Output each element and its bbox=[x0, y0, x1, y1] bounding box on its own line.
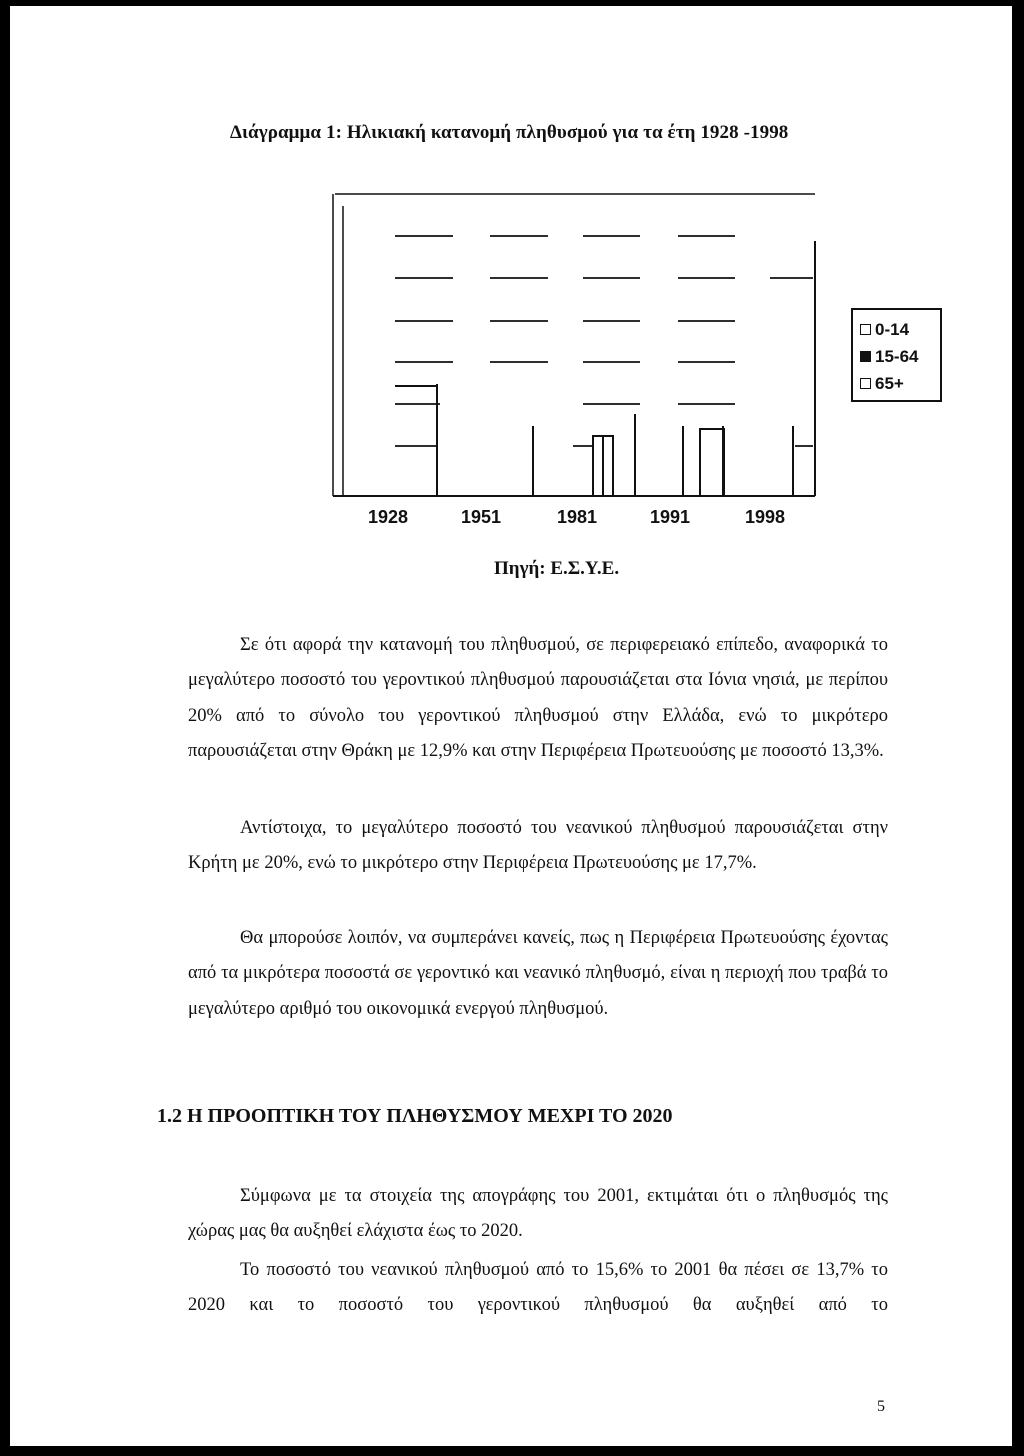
gridlines bbox=[395, 236, 813, 446]
bar-group-1981 bbox=[533, 414, 635, 496]
x-tick-1998: 1998 bbox=[745, 507, 786, 527]
age-distribution-chart bbox=[315, 186, 825, 531]
chart-source: Πηγή: Ε.Σ.Υ.Ε. bbox=[494, 558, 620, 579]
legend-item-0-14 bbox=[853, 316, 940, 343]
legend-swatch-0-14 bbox=[860, 324, 871, 335]
x-tick-1951: 1951 bbox=[461, 507, 502, 527]
legend-swatch-65plus bbox=[860, 378, 871, 389]
paragraph-3-text: Θα μπορούσε λοιπόν, να συμπεράνει κανείς, πως η Περιφέρεια Πρωτευούσης έχοντας από τα μικρότερα ποσοστά σε γεροντικό και νεανικό πληθυσμό, είναι η περιοχή που τραβά το μεγαλύτερο αριθμό του οικονομικά ενεργού πληθυσμού. bbox=[188, 928, 888, 1019]
page-number: 5 bbox=[877, 1398, 885, 1415]
paragraph-2-text: Αντίστοιχα, το μεγαλύτερο ποσοστό του νεανικού πληθυσμού παρουσιάζεται στην Κρήτη με 20%, ενώ το μικρότερο στην Περιφέρεια Πρωτευούσης με 17,7%. bbox=[188, 818, 888, 874]
x-tick-1928: 1928 bbox=[368, 507, 409, 527]
x-tick-1991: 1991 bbox=[650, 507, 691, 527]
paragraph-5-text: Το ποσοστό του νεανικού πληθυσμού από το 15,6% το 2001 θα πέσει σε 13,7% το 2020 και το ποσοστό του γεροντικού πληθυσμού θα αυξηθεί από το bbox=[188, 1260, 888, 1316]
legend-label-65plus: 65+ bbox=[875, 373, 904, 393]
document-page bbox=[10, 6, 1012, 1446]
section-heading: 1.2 Η ΠΡΟΟΠΤΙΚΗ ΤΟΥ ΠΛΗΘΥΣΜΟΥ ΜΕΧΡΙ ΤΟ 2020 bbox=[157, 1105, 673, 1127]
x-tick-1981: 1981 bbox=[557, 507, 598, 527]
paragraph-4-text: Σύμφωνα με τα στοιχεία της απογράφης του 2001, εκτιμάται ότι ο πληθυσμός της χώρας μας θα αυξηθεί ελάχιστα έως το 2020. bbox=[188, 1186, 888, 1242]
chart-legend bbox=[851, 308, 942, 402]
paragraph-5 bbox=[188, 1253, 888, 1324]
paragraph-4 bbox=[188, 1179, 888, 1250]
legend-item-15-64 bbox=[853, 343, 940, 370]
legend-swatch-15-64 bbox=[860, 351, 871, 362]
paragraph-3 bbox=[188, 921, 888, 1027]
legend-label-15-64: 15-64 bbox=[875, 346, 919, 366]
paragraph-1-text: Σε ότι αφορά την κατανομή του πληθυσμού, σε περιφερειακό επίπεδο, αναφορικά το μεγαλύτερο ποσοστό του γεροντικού πληθυσμού παρουσιάζεται στα Ιόνια νησιά, με περίπου 20% από το σύνολο του γεροντικού πληθυσμού στην Ελλάδα, ενώ το μικρότερο παρουσιάζεται στην Θράκη με 12,9% και στην Περιφέρεια Πρωτευούσης με ποσοστό 13,3%. bbox=[188, 635, 888, 761]
legend-label-0-14: 0-14 bbox=[875, 319, 910, 339]
legend-item-65plus bbox=[853, 370, 940, 397]
paragraph-2 bbox=[188, 811, 888, 882]
bar-group-1991 bbox=[683, 426, 724, 496]
chart-title: Διάγραμμα 1: Ηλικιακή κατανομή πληθυσμού για τα έτη 1928 -1998 bbox=[230, 122, 789, 143]
bar-group-1928 bbox=[395, 384, 437, 496]
paragraph-1 bbox=[188, 628, 888, 769]
